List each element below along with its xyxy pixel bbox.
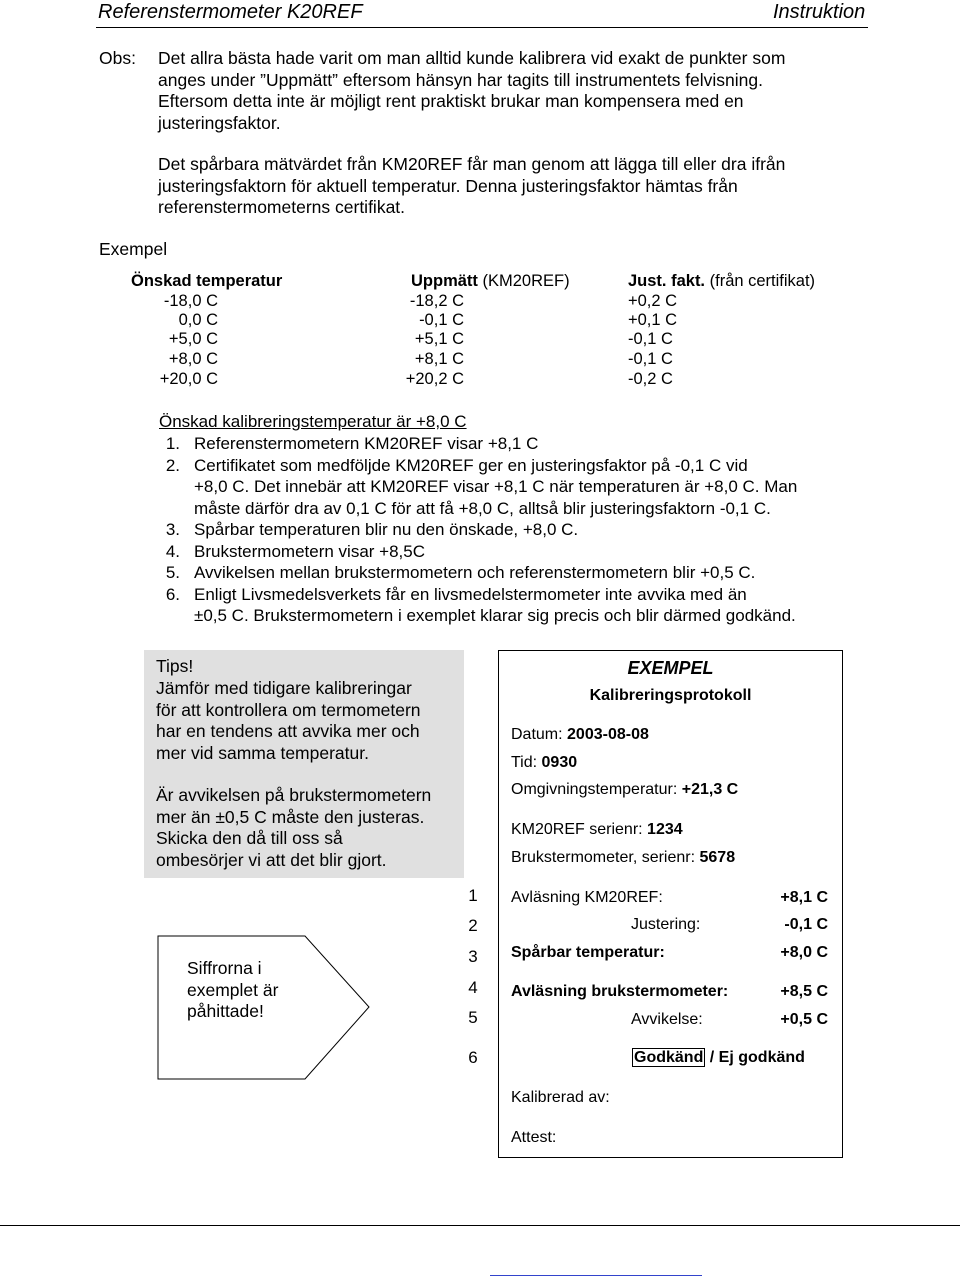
row-label: Spårbar temperatur: xyxy=(511,944,665,961)
text-line: justeringsfaktorn för aktuell temperatur. Denna justeringsfaktor hämtas från xyxy=(158,175,738,196)
list-text xyxy=(194,562,874,584)
side-number: 5 xyxy=(468,1008,478,1027)
text-line: justeringsfaktor. xyxy=(158,112,281,133)
date-label: Datum: xyxy=(511,726,568,743)
date-value: 2003-08-08 xyxy=(567,726,649,743)
header-adjustment-source: (från certifikat) xyxy=(705,272,816,290)
text-line: Enligt Livsmedelsverkets får en livsmedelstermometer inte avvika med än xyxy=(194,584,747,604)
example-table xyxy=(0,272,960,392)
table-cell: -18,2 C xyxy=(409,292,464,310)
text-line: ombesörjer vi att det blir gjort. xyxy=(156,849,387,870)
row-label: Avläsning KM20REF: xyxy=(511,889,663,906)
steps-list xyxy=(160,433,880,633)
table-cell: +20,2 C xyxy=(405,370,464,388)
side-number: 4 xyxy=(468,978,478,997)
row-value: +8,0 C xyxy=(780,944,828,961)
calibration-protocol xyxy=(498,650,843,1158)
row-label: Avläsning brukstermometer: xyxy=(511,983,729,1000)
table-cell: +8,1 C xyxy=(414,350,464,368)
protocol-row xyxy=(511,983,828,1001)
text-line: mer än ±0,5 C måste den justeras. xyxy=(156,806,425,827)
table-header-measured xyxy=(411,272,570,291)
time-label: Tid: xyxy=(511,754,542,771)
text-line: Eftersom detta inte är möjligt rent praktiskt brukar man kompensera med en xyxy=(158,91,744,111)
text-line: Är avvikelsen på brukstermometern xyxy=(156,785,432,805)
protocol-subtitle: Kalibreringsprotokoll xyxy=(589,687,752,704)
side-number: 6 xyxy=(468,1048,478,1067)
list-text xyxy=(194,519,874,541)
side-number: 1 xyxy=(468,886,478,905)
text-line: har en tendens att avvika mer och xyxy=(156,721,420,741)
text-line: Siffrorna i xyxy=(187,958,262,978)
header-adjustment-label: Just. fakt. xyxy=(628,272,706,290)
table-header-desired: Önskad temperatur xyxy=(131,272,283,290)
list-number: 4. xyxy=(165,541,180,561)
list-text xyxy=(194,584,874,627)
ambient-label: Omgivningstemperatur: xyxy=(511,781,682,798)
row-value: -0,1 C xyxy=(784,916,828,933)
row-value: +8,5 C xyxy=(780,983,828,1000)
approved-option: Godkänd xyxy=(634,1049,704,1066)
list-number: 6. xyxy=(165,584,180,604)
footer-rule xyxy=(0,1225,960,1226)
protocol-ambient xyxy=(511,781,828,799)
table-cell: +5,1 C xyxy=(414,330,464,348)
protocol-date xyxy=(511,726,828,744)
protocol-row xyxy=(511,1011,828,1029)
table-cell: -0,1 C xyxy=(419,311,464,329)
protocol-title: EXEMPEL xyxy=(627,658,714,678)
document-type: Instruktion xyxy=(773,1,866,23)
table-cell: -0,2 C xyxy=(628,370,673,388)
text-line: påhittade! xyxy=(187,1001,264,1021)
list-number: 2. xyxy=(165,455,180,475)
header-measured-device: (KM20REF) xyxy=(477,272,570,290)
ambient-value: +21,3 C xyxy=(681,781,739,798)
row-label: Avvikelse: xyxy=(631,1011,703,1028)
table-cell: 0,0 C xyxy=(178,311,218,329)
tips-title: Tips! xyxy=(156,656,194,676)
serial-label: KM20REF serienr: xyxy=(511,821,648,838)
device-serial-label: Brukstermometer, serienr: xyxy=(511,849,700,866)
document-title: Referenstermometer K20REF xyxy=(98,1,363,23)
table-cell: -0,1 C xyxy=(628,330,673,348)
text-line: +8,0 C. Det innebär att KM20REF visar +8,1 C när temperaturen är +8,0 C. Man xyxy=(194,477,798,496)
row-value: +8,1 C xyxy=(780,889,828,906)
device-serial-value: 5678 xyxy=(699,849,736,866)
text-line: Skicka den då till oss så xyxy=(156,828,343,848)
side-number: 2 xyxy=(468,916,478,935)
text-line: mer vid samma temperatur. xyxy=(156,742,369,763)
table-cell: -0,1 C xyxy=(628,350,673,368)
text-line: Det spårbara mätvärdet från KM20REF får man genom att lägga till eller dra ifrån xyxy=(158,154,786,174)
list-number: 5. xyxy=(165,563,180,582)
protocol-row xyxy=(511,889,828,907)
header-rule xyxy=(96,27,868,28)
protocol-row xyxy=(511,944,828,962)
text-line: Brukstermometern visar +8,5C xyxy=(194,541,425,561)
text-line: referenstermometerns certifikat. xyxy=(158,197,406,217)
tips-box xyxy=(144,650,464,878)
example-label: Exempel xyxy=(99,239,168,259)
tips-paragraph-2 xyxy=(156,785,431,871)
table-cell: +8,0 C xyxy=(168,350,218,368)
row-label: Justering: xyxy=(631,916,701,933)
obs-paragraph-1 xyxy=(158,48,858,134)
footer-link-underline xyxy=(490,1275,702,1276)
tips-paragraph-1 xyxy=(156,678,421,764)
protocol-row xyxy=(511,916,828,934)
table-header-adjustment xyxy=(628,272,815,291)
protocol-device-serial xyxy=(511,849,828,867)
table-cell: +0,1 C xyxy=(628,311,678,329)
text-line: exemplet är xyxy=(187,979,279,1000)
table-cell: +20,0 C xyxy=(159,370,218,388)
list-text xyxy=(194,541,874,563)
obs-label: Obs: xyxy=(99,48,136,68)
text-line: för att kontrollera om termometern xyxy=(156,699,421,720)
list-number: 3. xyxy=(165,520,180,539)
not-approved-option: / Ej godkänd xyxy=(705,1049,805,1066)
table-cell: -18,0 C xyxy=(163,292,218,310)
row-value: +0,5 C xyxy=(780,1011,828,1028)
text-line: Referenstermometern KM20REF visar +8,1 C xyxy=(194,434,539,453)
text-line: Spårbar temperaturen blir nu den önskade, +8,0 C. xyxy=(194,520,579,539)
protocol-time xyxy=(511,754,828,772)
table-cell: +0,2 C xyxy=(628,292,678,310)
text-line: måste därför dra av 0,1 C för att få +8,0 C, alltså blir justeringsfaktorn -0,1 C. xyxy=(194,498,771,518)
time-value: 0930 xyxy=(541,754,578,771)
protocol-reference-serial xyxy=(511,821,828,839)
list-number: 1. xyxy=(165,434,180,453)
text-line: Certifikatet som medföljde KM20REF ger en justeringsfaktor på -0,1 C vid xyxy=(194,455,748,475)
side-number: 3 xyxy=(468,947,478,966)
approval-field xyxy=(632,1049,805,1067)
text-line: ±0,5 C. Brukstermometern i exemplet klarar sig precis och blir därmed godkänd. xyxy=(194,606,796,625)
serial-value: 1234 xyxy=(647,821,683,838)
arrow-note xyxy=(187,958,278,1023)
text-line: anges under ”Uppmätt” eftersom hänsyn har tagits till instrumentets felvisning. xyxy=(158,69,764,90)
table-cell: +5,0 C xyxy=(168,330,218,348)
calibrated-by-label: Kalibrerad av: xyxy=(511,1089,610,1106)
steps-title: Önskad kalibreringstemperatur är +8,0 C xyxy=(159,412,467,431)
list-text xyxy=(194,455,874,520)
text-line: Jämför med tidigare kalibreringar xyxy=(156,678,412,698)
text-line: Avvikelsen mellan brukstermometern och referenstermometern blir +0,5 C. xyxy=(194,563,756,582)
obs-paragraph-2 xyxy=(158,154,858,219)
text-line: Det allra bästa hade varit om man alltid kunde kalibrera vid exakt de punkter som xyxy=(158,48,786,68)
list-text xyxy=(194,433,874,455)
attest-label: Attest: xyxy=(511,1129,557,1146)
header-measured-label: Uppmätt xyxy=(411,272,478,290)
